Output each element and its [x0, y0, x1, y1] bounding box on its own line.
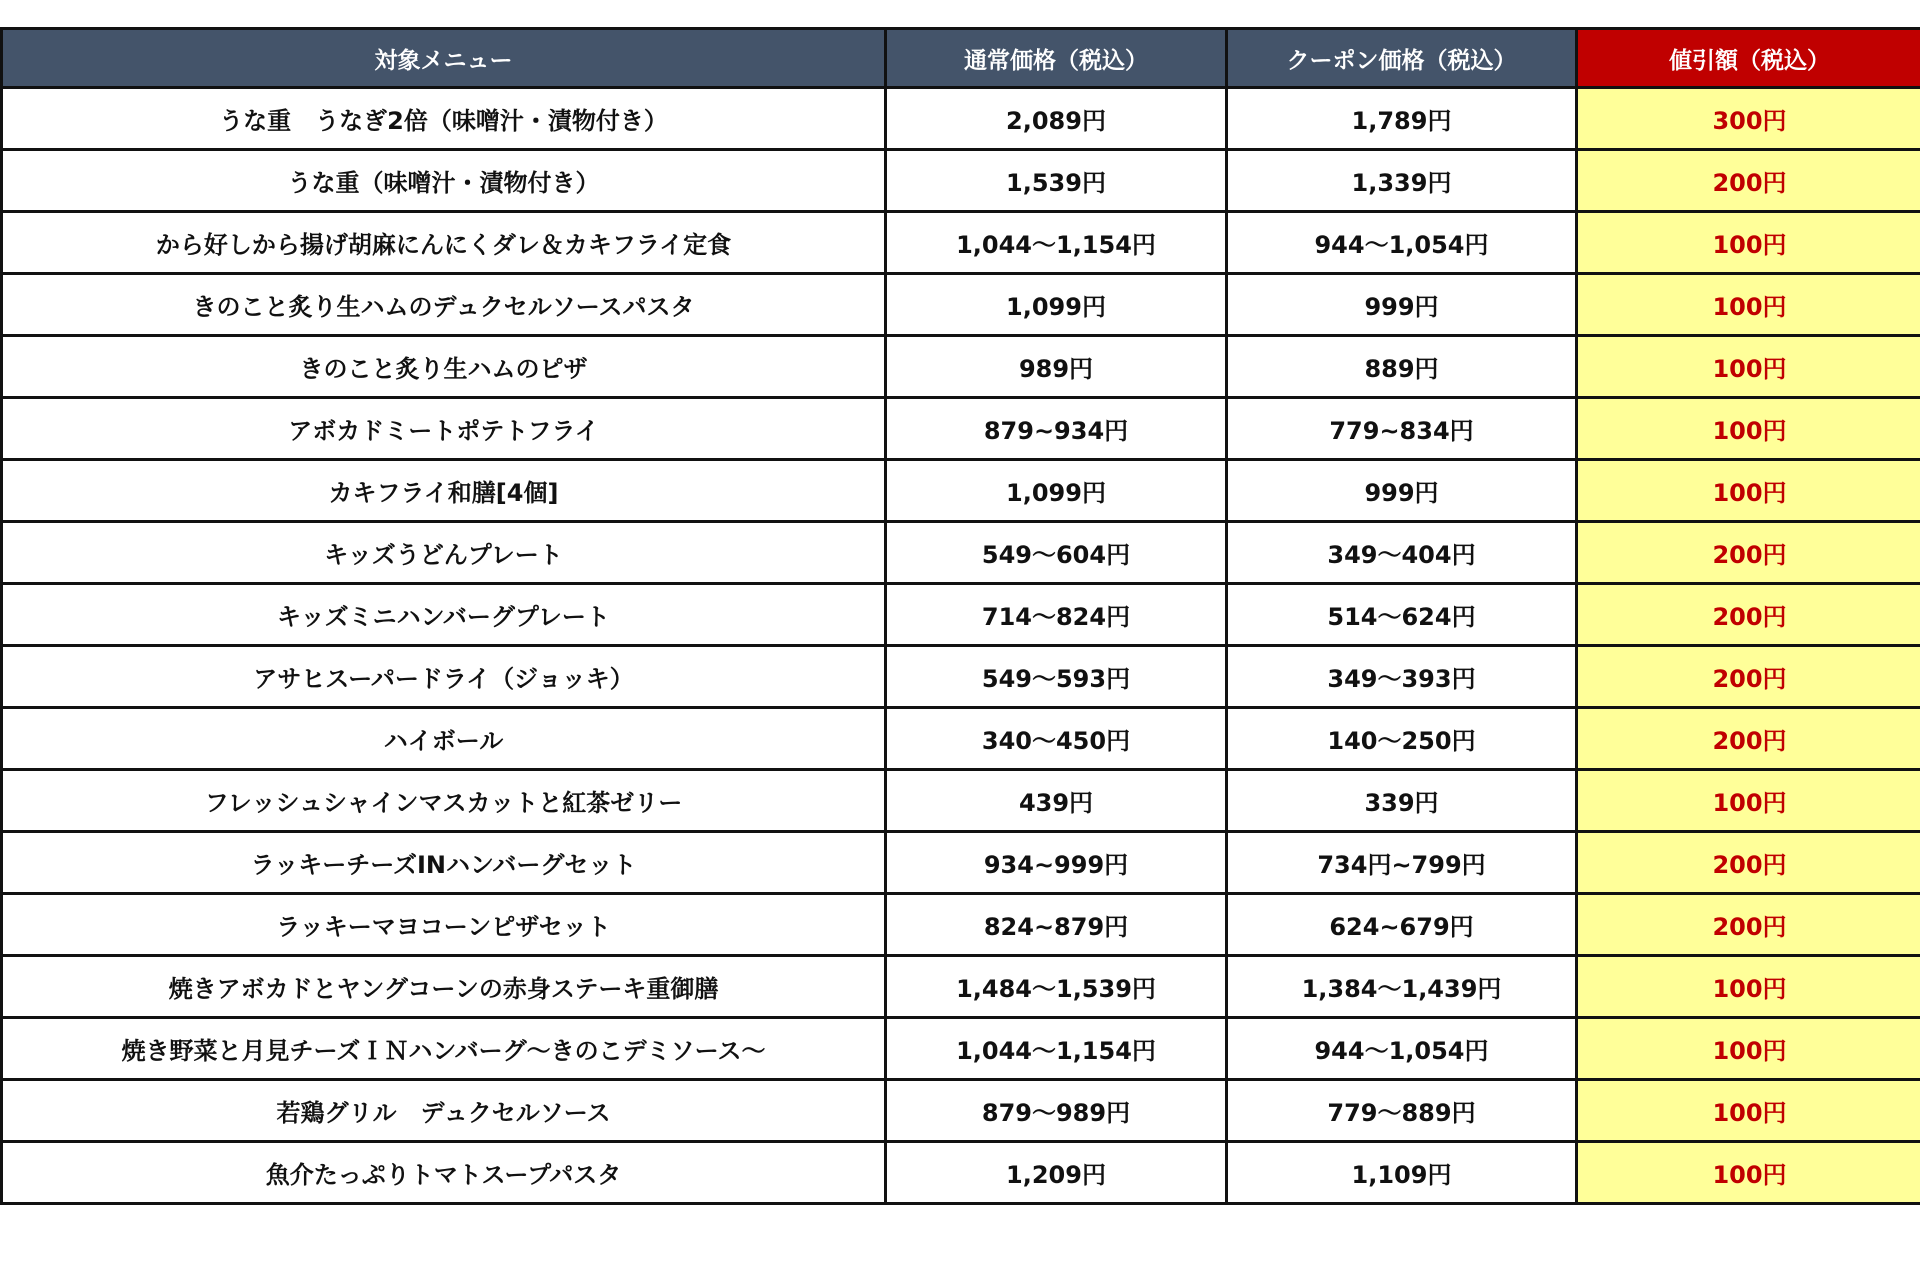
table-row — [2, 894, 1920, 956]
discount-amount-cell: 200円 — [1577, 150, 1920, 212]
header-regular-price: 通常価格（税込） — [886, 29, 1227, 88]
regular-price-cell: 989円 — [886, 336, 1227, 398]
regular-price-cell: 1,539円 — [886, 150, 1227, 212]
regular-price-cell: 549～604円 — [886, 522, 1227, 584]
coupon-price-cell: 779～889円 — [1227, 1080, 1577, 1142]
table-row — [2, 1018, 1920, 1080]
coupon-price-cell: 999円 — [1227, 460, 1577, 522]
header-coupon-price: クーポン価格（税込） — [1227, 29, 1577, 88]
discount-amount-cell: 100円 — [1577, 336, 1920, 398]
coupon-price-cell: 339円 — [1227, 770, 1577, 832]
discount-amount-cell: 200円 — [1577, 708, 1920, 770]
coupon-price-cell: 1,384～1,439円 — [1227, 956, 1577, 1018]
table-row — [2, 770, 1920, 832]
header-discount: 値引額（税込） — [1577, 29, 1920, 88]
menu-name-cell: うな重 うなぎ2倍（味噌汁・漬物付き） — [2, 88, 886, 150]
coupon-price-cell: 779~834円 — [1227, 398, 1577, 460]
menu-name-cell: アサヒスーパードライ（ジョッキ） — [2, 646, 886, 708]
table-row — [2, 522, 1920, 584]
table-row — [2, 274, 1920, 336]
regular-price-cell: 879～989円 — [886, 1080, 1227, 1142]
table-header-row — [2, 29, 1920, 88]
header-menu: 対象メニュー — [2, 29, 886, 88]
menu-name-cell: から好しから揚げ胡麻にんにくダレ＆カキフライ定食 — [2, 212, 886, 274]
coupon-price-cell: 944～1,054円 — [1227, 1018, 1577, 1080]
menu-name-cell: うな重（味噌汁・漬物付き） — [2, 150, 886, 212]
table-row — [2, 956, 1920, 1018]
table-row — [2, 646, 1920, 708]
table-row — [2, 336, 1920, 398]
discount-amount-cell: 200円 — [1577, 832, 1920, 894]
table-row — [2, 398, 1920, 460]
coupon-price-cell: 999円 — [1227, 274, 1577, 336]
menu-name-cell: きのこと炙り生ハムのデュクセルソースパスタ — [2, 274, 886, 336]
menu-name-cell: キッズミニハンバーグプレート — [2, 584, 886, 646]
menu-name-cell: ラッキーマヨコーンピザセット — [2, 894, 886, 956]
discount-amount-cell: 300円 — [1577, 88, 1920, 150]
coupon-price-cell: 514～624円 — [1227, 584, 1577, 646]
discount-amount-cell: 100円 — [1577, 212, 1920, 274]
table-row — [2, 460, 1920, 522]
regular-price-cell: 1,099円 — [886, 274, 1227, 336]
table-row — [2, 708, 1920, 770]
coupon-price-cell: 734円~799円 — [1227, 832, 1577, 894]
table-row — [2, 1142, 1920, 1204]
discount-amount-cell: 200円 — [1577, 894, 1920, 956]
menu-name-cell: ラッキーチーズINハンバーグセット — [2, 832, 886, 894]
coupon-price-cell: 944～1,054円 — [1227, 212, 1577, 274]
coupon-price-cell: 1,109円 — [1227, 1142, 1577, 1204]
menu-name-cell: 若鶏グリル デュクセルソース — [2, 1080, 886, 1142]
menu-name-cell: アボカドミートポテトフライ — [2, 398, 886, 460]
coupon-price-table — [0, 27, 1920, 1205]
discount-amount-cell: 200円 — [1577, 522, 1920, 584]
discount-amount-cell: 100円 — [1577, 956, 1920, 1018]
coupon-price-cell: 1,339円 — [1227, 150, 1577, 212]
regular-price-cell: 1,484～1,539円 — [886, 956, 1227, 1018]
discount-amount-cell: 100円 — [1577, 398, 1920, 460]
table-row — [2, 150, 1920, 212]
discount-amount-cell: 100円 — [1577, 1018, 1920, 1080]
coupon-price-cell: 1,789円 — [1227, 88, 1577, 150]
table-row — [2, 1080, 1920, 1142]
discount-amount-cell: 100円 — [1577, 770, 1920, 832]
table-row — [2, 584, 1920, 646]
discount-amount-cell: 200円 — [1577, 646, 1920, 708]
table-row — [2, 88, 1920, 150]
discount-amount-cell: 100円 — [1577, 1080, 1920, 1142]
discount-amount-cell: 100円 — [1577, 1142, 1920, 1204]
regular-price-cell: 934~999円 — [886, 832, 1227, 894]
menu-name-cell: 焼き野菜と月見チーズＩＮハンバーグ～きのこデミソース～ — [2, 1018, 886, 1080]
menu-name-cell: 焼きアボカドとヤングコーンの赤身ステーキ重御膳 — [2, 956, 886, 1018]
regular-price-cell: 1,209円 — [886, 1142, 1227, 1204]
coupon-price-cell: 889円 — [1227, 336, 1577, 398]
discount-amount-cell: 100円 — [1577, 460, 1920, 522]
discount-amount-cell: 200円 — [1577, 584, 1920, 646]
regular-price-cell: 2,089円 — [886, 88, 1227, 150]
regular-price-cell: 549～593円 — [886, 646, 1227, 708]
table-body — [2, 88, 1920, 1204]
regular-price-cell: 824~879円 — [886, 894, 1227, 956]
regular-price-cell: 879~934円 — [886, 398, 1227, 460]
regular-price-cell: 1,044～1,154円 — [886, 212, 1227, 274]
menu-name-cell: ハイボール — [2, 708, 886, 770]
coupon-price-cell: 349～404円 — [1227, 522, 1577, 584]
regular-price-cell: 1,099円 — [886, 460, 1227, 522]
menu-name-cell: フレッシュシャインマスカットと紅茶ゼリー — [2, 770, 886, 832]
menu-name-cell: 魚介たっぷりトマトスープパスタ — [2, 1142, 886, 1204]
regular-price-cell: 1,044～1,154円 — [886, 1018, 1227, 1080]
discount-amount-cell: 100円 — [1577, 274, 1920, 336]
coupon-price-cell: 140～250円 — [1227, 708, 1577, 770]
coupon-price-table-container — [0, 27, 1920, 1205]
menu-name-cell: きのこと炙り生ハムのピザ — [2, 336, 886, 398]
coupon-price-cell: 624~679円 — [1227, 894, 1577, 956]
menu-name-cell: カキフライ和膳[4個] — [2, 460, 886, 522]
regular-price-cell: 340～450円 — [886, 708, 1227, 770]
table-row — [2, 212, 1920, 274]
table-row — [2, 832, 1920, 894]
menu-name-cell: キッズうどんプレート — [2, 522, 886, 584]
coupon-price-cell: 349～393円 — [1227, 646, 1577, 708]
regular-price-cell: 714～824円 — [886, 584, 1227, 646]
regular-price-cell: 439円 — [886, 770, 1227, 832]
